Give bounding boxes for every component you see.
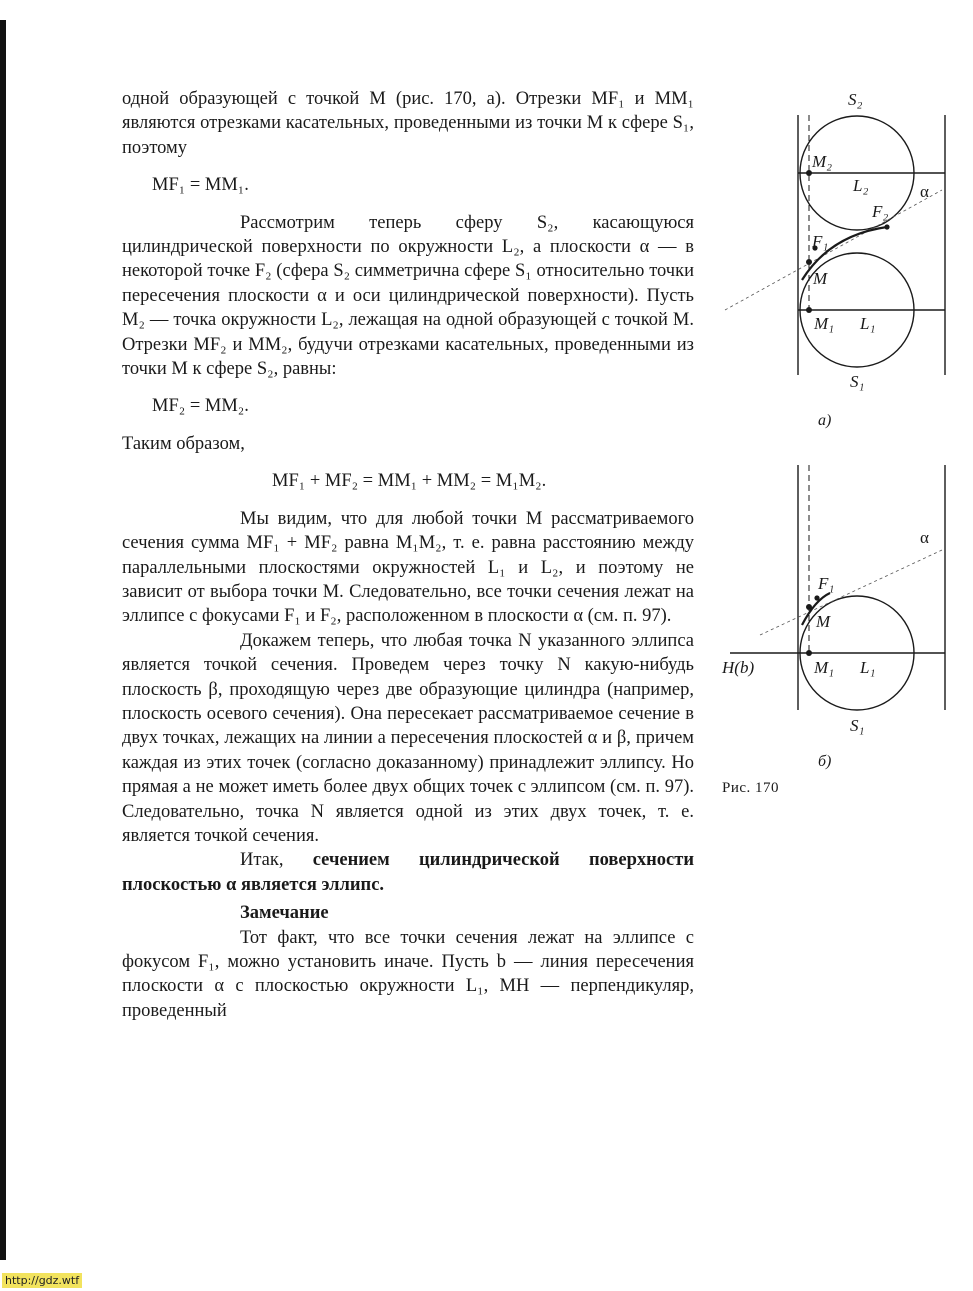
figure-b (720, 455, 965, 775)
formula-2: MF₂ = MM₂. (152, 396, 249, 417)
point-m (806, 259, 812, 265)
remark-text: Тот факт, что все точки сечения лежат на эллипсе с фокусом F₁, можно установить иначе. Пусть b — линия пересечения плоскости α с плоскостью окружности L₁, MH — перпендикуляр, проведенный (122, 927, 694, 1021)
label-l1: L₁ (860, 314, 876, 333)
conclusion (122, 848, 694, 897)
label-m1: M₁ (814, 314, 835, 333)
text-column (122, 87, 694, 1023)
label-alpha: α (920, 528, 929, 547)
conclusion-lead: Итак, (240, 850, 313, 871)
label-s1: S₁ (850, 372, 865, 391)
label-f1: F₁ (818, 574, 835, 593)
sublabel-b: б) (818, 753, 832, 770)
label-m1: M₁ (814, 658, 835, 677)
watermark-link[interactable]: http://gdz.wtf (2, 1273, 82, 1288)
label-alpha: α (920, 182, 929, 201)
point-m (806, 604, 812, 610)
paragraph-2: Рассмотрим теперь сферу S₂, касающуюся цилиндрической поверхности по окружности L₂, а плоскости α — в некоторой точке F₂ (сфера S₂ симметрична сфере S₁ относительно точки пересечения плоскости α и оси цилиндрической поверхности). Пусть M₂ — точка окружности L₂, лежащая на одной образующей с точкой M. Отрезки MF₂ и MM₂, будучи отрезками касательных, проведенными из точки M к сфере S₂, равны: (122, 212, 694, 380)
label-hb: H(b) (722, 658, 755, 677)
label-l2: L₂ (853, 176, 869, 195)
paragraph-3: Таким образом, (122, 433, 245, 454)
label-s2: S₂ (848, 90, 863, 109)
point-m1 (806, 650, 812, 656)
conclusion-bold: сечением цилиндрической поверхности плоскостью α является эллипс. (122, 850, 694, 895)
label-m2: M₂ (812, 152, 833, 171)
sublabel-a: а) (818, 412, 832, 429)
plane-alpha-trace (760, 550, 942, 635)
label-l1: L₁ (860, 658, 876, 677)
label-f2: F₂ (872, 202, 889, 221)
plane-alpha-trace (725, 190, 942, 310)
figure-a (720, 85, 965, 435)
label-m: M (816, 612, 831, 631)
figure-caption: Рис. 170 (722, 780, 780, 796)
paragraph-5: Докажем теперь, что любая точка N указанного эллипса является точкой сечения. Проведем через точку N какую-нибудь плоскость β, проходящую через две образующие цилиндра (например, плоскость осевого сечения). Она пересекает рассматриваемое сечение в двух точках, лежащих на линии a пересечения плоскостей α и β, причем каждая из этих точек (согласно доказанному) принадлежит эллипсу. Но прямая a не может иметь более двух общих точек с эллипсом (см. п. 97). Следовательно, точка N является одной из этих двух точек, т. е. является точкой сечения. (122, 630, 694, 846)
label-f1: F₁ (812, 232, 829, 251)
remark-heading: Замечание (240, 903, 329, 924)
scan-edge (0, 20, 6, 1260)
point-f2 (884, 224, 889, 229)
point-f1 (814, 595, 819, 600)
label-m: M (813, 269, 828, 288)
paragraph-1: одной образующей с точкой M (рис. 170, a). Отрезки MF₁ и MM₁ являются отрезками касательных, проведенными из точки M к сфере S₁, поэтому (122, 89, 694, 158)
point-m1 (806, 307, 812, 313)
formula-3: MF₁ + MF₂ = MM₁ + MM₂ = M₁M₂. (272, 471, 547, 492)
formula-1: MF₁ = MM₁. (152, 175, 249, 196)
paragraph-4: Мы видим, что для любой точки M рассматриваемого сечения сумма MF₁ + MF₂ равна M₁M₂, т. е. равна расстоянию между параллельными плоскостями окружностей L₁ и L₂, и поэтому не зависит от выбора точки M. Следовательно, все точки сечения лежат на эллипсе с фокусами F₁ и F₂, расположенном в плоскости α (см. п. 97). (122, 508, 694, 627)
label-s1: S₁ (850, 716, 865, 735)
